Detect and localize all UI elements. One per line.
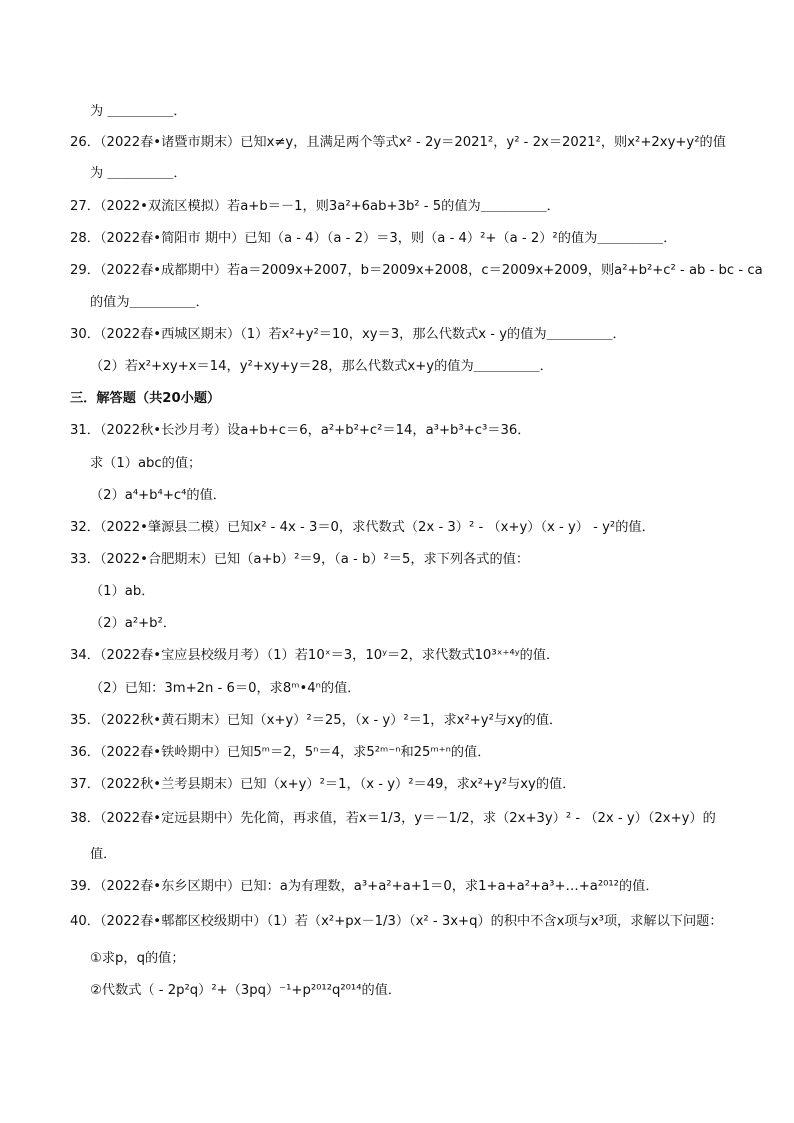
text-line: 36．（2022春•铁岭期中）已知5ᵐ＝2，5ⁿ＝4，求5²ᵐ⁻ⁿ和25ᵐ⁺ⁿ的值． — [70, 745, 491, 760]
text-line: ②代数式（ - 2p²q）²+（3pq）⁻¹+p²⁰¹²q²⁰¹⁴的值． — [90, 983, 402, 998]
text-line: 39．（2022春•东乡区期中）已知：a为有理数，a³+a²+a+1＝0，求1+a+a²+a³+…+a²⁰¹²的值． — [70, 879, 659, 894]
text-line: 33．（2022•合肥期末）已知（a+b）²＝9，（a - b）²＝5，求下列各式的值： — [70, 552, 530, 567]
text-line: 27．（2022•双流区模拟）若a+b＝－1，则3a²+6ab+3b² - 5的值为＿＿＿＿＿． — [70, 199, 560, 214]
text-line: 为 ＿＿＿＿＿． — [90, 166, 187, 181]
text-line: （2）已知：3m+2n - 6＝0，求8ᵐ•4ⁿ的值． — [90, 681, 361, 696]
text-line: （1）ab． — [90, 584, 155, 599]
text-line: 35．（2022秋•黄石期末）已知（x+y）²＝25，（x - y）²＝1，求x²+y²与xy的值． — [70, 713, 563, 728]
text-line: 34．（2022春•宝应县校级月考）（1）若10ˣ＝3，10ʸ＝2，求代数式10³ˣ⁺⁴ʸ的值． — [70, 648, 560, 663]
text-line: 40．（2022春•郫都区校级期中）（1）若（x²+px－1/3）（x² - 3x+q）的积中不含x项与x³项，求解以下问题： — [70, 914, 723, 929]
text-line: 37．（2022秋•兰考县期末）已知（x+y）²＝1，（x - y）²＝49，求x²+y²与xy的值． — [70, 777, 576, 792]
text-line: 31．（2022秋•长沙月考）设a+b+c＝6，a²+b²+c²＝14，a³+b³+c³＝36． — [70, 423, 531, 438]
text-line: ①求p，q的值； — [90, 951, 185, 966]
text-line: 30．（2022春•西城区期末）（1）若x²+y²＝10，xy＝3，那么代数式x - y的值为＿＿＿＿＿． — [70, 327, 626, 342]
text-line: 32．（2022•肇源县二模）已知x² - 4x - 3＝0，求代数式（2x - 3）² - （x+y）（x - y） - y²的值． — [70, 520, 655, 535]
text-line: 求（1）abc的值； — [90, 456, 202, 471]
text-line: 26．（2022春•诸暨市期末）已知x≠y，且满足两个等式x² - 2y＝2021²，y² - 2x＝2021²，则x²+2xy+y²的值 — [70, 135, 726, 150]
text-line: 为 ＿＿＿＿＿． — [90, 104, 187, 119]
text-line: 28．（2022春•简阳市 期中）已知（a - 4）（a - 2）＝3，则（a - 4）²+（a - 2）²的值为＿＿＿＿＿． — [70, 231, 677, 246]
text-line: 38．（2022春•定远县期中）先化简，再求值，若x＝1/3，y＝－1/2，求（2x+3y）² - （2x - y）（2x+y）的 — [70, 811, 716, 826]
text-line: 29．（2022春•成都期中）若a＝2009x+2007，b＝2009x+2008，c＝2009x+2009，则a²+b²+c² - ab - bc - ca — [70, 263, 763, 278]
text-line: （2）a²+b²． — [90, 616, 177, 631]
text-line: （2）若x²+xy+x＝14，y²+xy+y＝28，那么代数式x+y的值为＿＿＿＿＿． — [90, 359, 553, 374]
text-line: （2）a⁴+b⁴+c⁴的值． — [90, 488, 226, 503]
text-line: 的值为＿＿＿＿＿． — [90, 295, 209, 310]
text-line: 值． — [90, 847, 117, 862]
section-heading: 三．解答题（共20小题） — [70, 391, 221, 406]
